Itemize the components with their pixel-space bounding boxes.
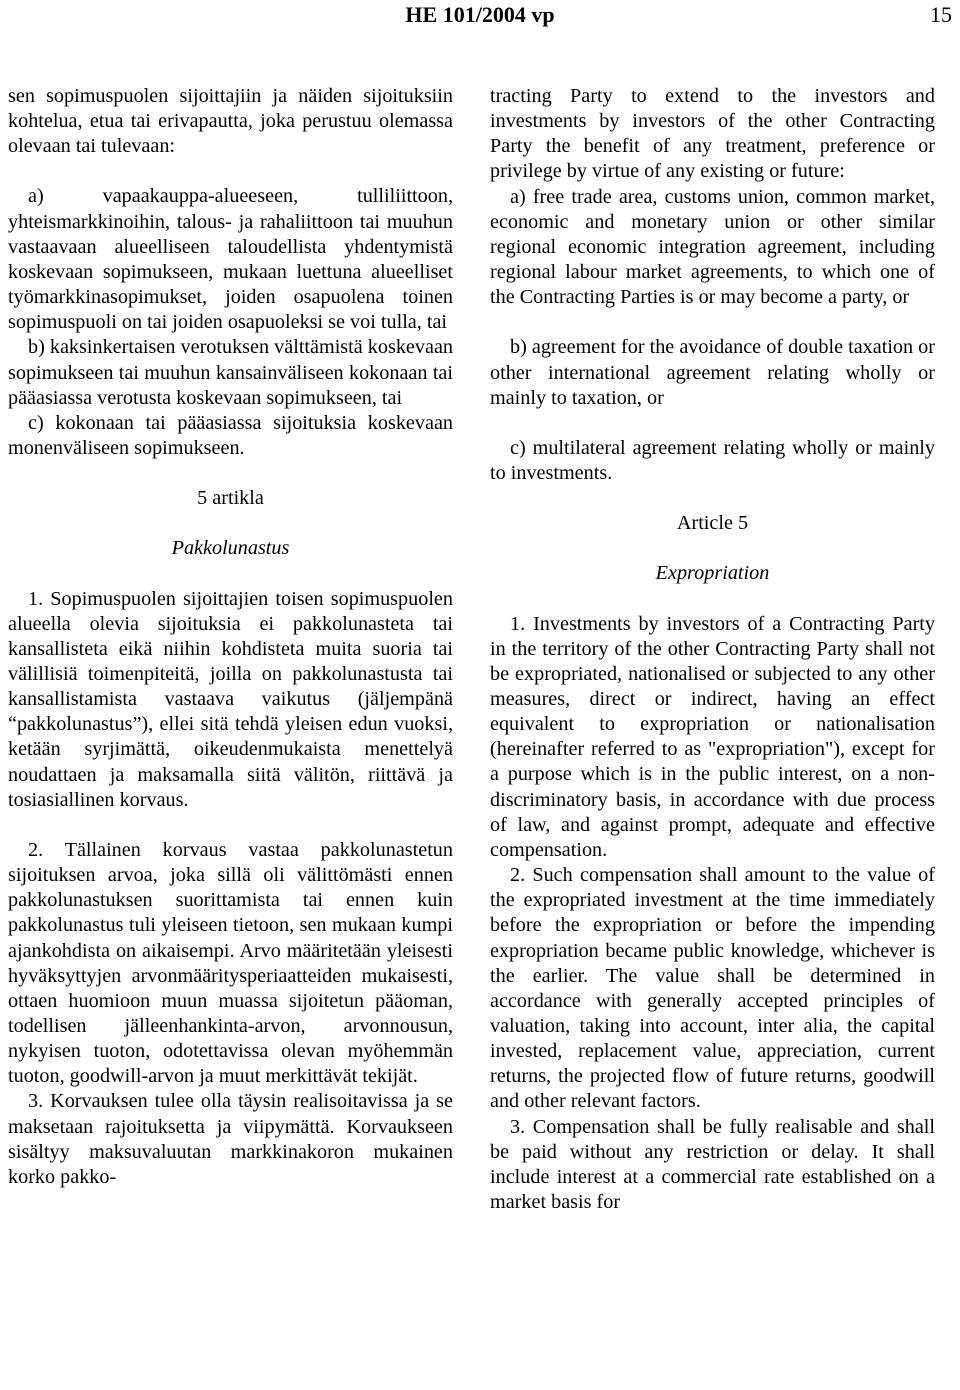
en-intro: tracting Party to extend to the investors and investments by investors of the other Contracting Party the benefit of any treatment, preference or privilege by virtue of any existing or future: — [490, 85, 935, 183]
en-paragraph-1: 1. Investments by investors of a Contracting Party in the territory of the other Contracting Party shall not be expropriated, nationalised or subjected to any other measures, direct or indirect, having an effect equivalent to expropriation or nationalisation (hereinafter referred to as "expropriation"), except for a purpose which is in the public interest, on a non-discriminatory basis, in accordance with due process of law, and against prompt, adequate and effective compensation. — [490, 612, 935, 861]
fi-paragraph-3: 3. Korvauksen tulee olla täysin realisoitavissa ja se maksetaan rajoituksetta ja viipymättä. Korvaukseen sisältyy maksuvaluutan markkinakoron mukainen korko pakko- — [8, 1090, 453, 1188]
en-article-title: Expropriation — [655, 562, 770, 585]
fi-intro: sen sopimuspuolen sijoittajiin ja näiden sijoituksiin kohtelua, etua tai erivapautta, joka perustuu olemassa olevaan tai tulevaan: — [8, 85, 453, 158]
finnish-column — [8, 84, 453, 1190]
fi-item-a: a) vapaakauppa-alueeseen, tulliliittoon, yhteismarkkinoihin, talous- ja rahaliittoon tai muuhun vastaavaan alueelliseen taloudellista yhdentymistä koskevaan sopimukseen, mukaan luettuna alueelliset työmarkkinasopimukset, joiden osapuolena toinen sopimuspuoli on tai joiden osapuoleksi se voi tulla, tai — [8, 185, 453, 334]
fi-paragraph-1: 1. Sopimuspuolen sijoittajien toisen sopimuspuolen alueella olevia sijoituksia ei pakkolunasteta tai kansallisteta eikä niihin kohdisteta muita suoria tai välillisiä toimenpiteitä, joilla on pakkolunastusta tai kansallistamista vastaava vaikutus (jäljempänä “pakkolunastus”), ellei sitä tehdä yleisen edun vuoksi, ketään syrjimättä, oikeudenmukaista menettelyä noudattaen ja maksamalla siitä välitön, riittävä ja tosiasiallinen korvaus. — [8, 587, 453, 811]
en-article-number: Article 5 — [676, 512, 749, 535]
english-column — [490, 84, 935, 1215]
document-header: HE 101/2004 vp — [405, 2, 555, 27]
en-item-a: a) free trade area, customs union, common market, economic and monetary union or other similar regional economic integration agreement, including regional labour market agreements, to which one of the Contracting Parties is or may become a party, or — [490, 185, 935, 309]
en-item-b: b) agreement for the avoidance of double taxation or other international agreement relating wholly or mainly to taxation, or — [490, 336, 935, 409]
fi-item-c: c) kokonaan tai pääasiassa sijoituksia koskevaan monenväliseen sopimukseen. — [8, 411, 453, 460]
fi-item-b: b) kaksinkertaisen verotuksen välttämistä koskevaan sopimukseen tai muuhun kansainväliseen kokonaan tai pääasiassa verotusta koskevaan sopimukseen, tai — [8, 336, 453, 409]
fi-article-title: Pakkolunastus — [171, 537, 290, 560]
en-paragraph-2: 2. Such compensation shall amount to the value of the expropriated investment at the time immediately before the expropriation or before the impending expropriation became public knowledge, whichever is the earlier. The value shall be determined in accordance with generally accepted principles of valuation, taking into account, inter alia, the capital invested, replacement value, appreciation, current returns, the projected flow of future returns, goodwill and other relevant factors. — [490, 864, 935, 1113]
en-paragraph-3: 3. Compensation shall be fully realisable and shall be paid without any restriction or delay. It shall include interest at a commercial rate established on a market basis for — [490, 1115, 935, 1214]
page-number: 15 — [930, 2, 952, 27]
fi-article-number: 5 artikla — [197, 487, 264, 510]
fi-paragraph-2: 2. Tällainen korvaus vastaa pakkolunastetun sijoituksen arvoa, joka sillä oli välittömästi ennen pakkolunastuksen suorittamista tai ennen kuin pakkolunastus tuli yleiseen tietoon, sen mukaan kumpi ajankohdista on aikaisempi. Arvo määritetään yleisesti hyväksyttyjen arvonmääritysperiaatteiden mukaisesti, ottaen huomioon muun muassa sijoitetun pääoman, todellisen jälleenhankinta-arvon, arvonnousun, nykyisen tuoton, odotettavissa olevan myöhemmän tuoton, goodwill-arvon ja muut merkittävät tekijät. — [8, 838, 453, 1088]
en-item-c: c) multilateral agreement relating wholly or mainly to investments. — [490, 436, 935, 485]
